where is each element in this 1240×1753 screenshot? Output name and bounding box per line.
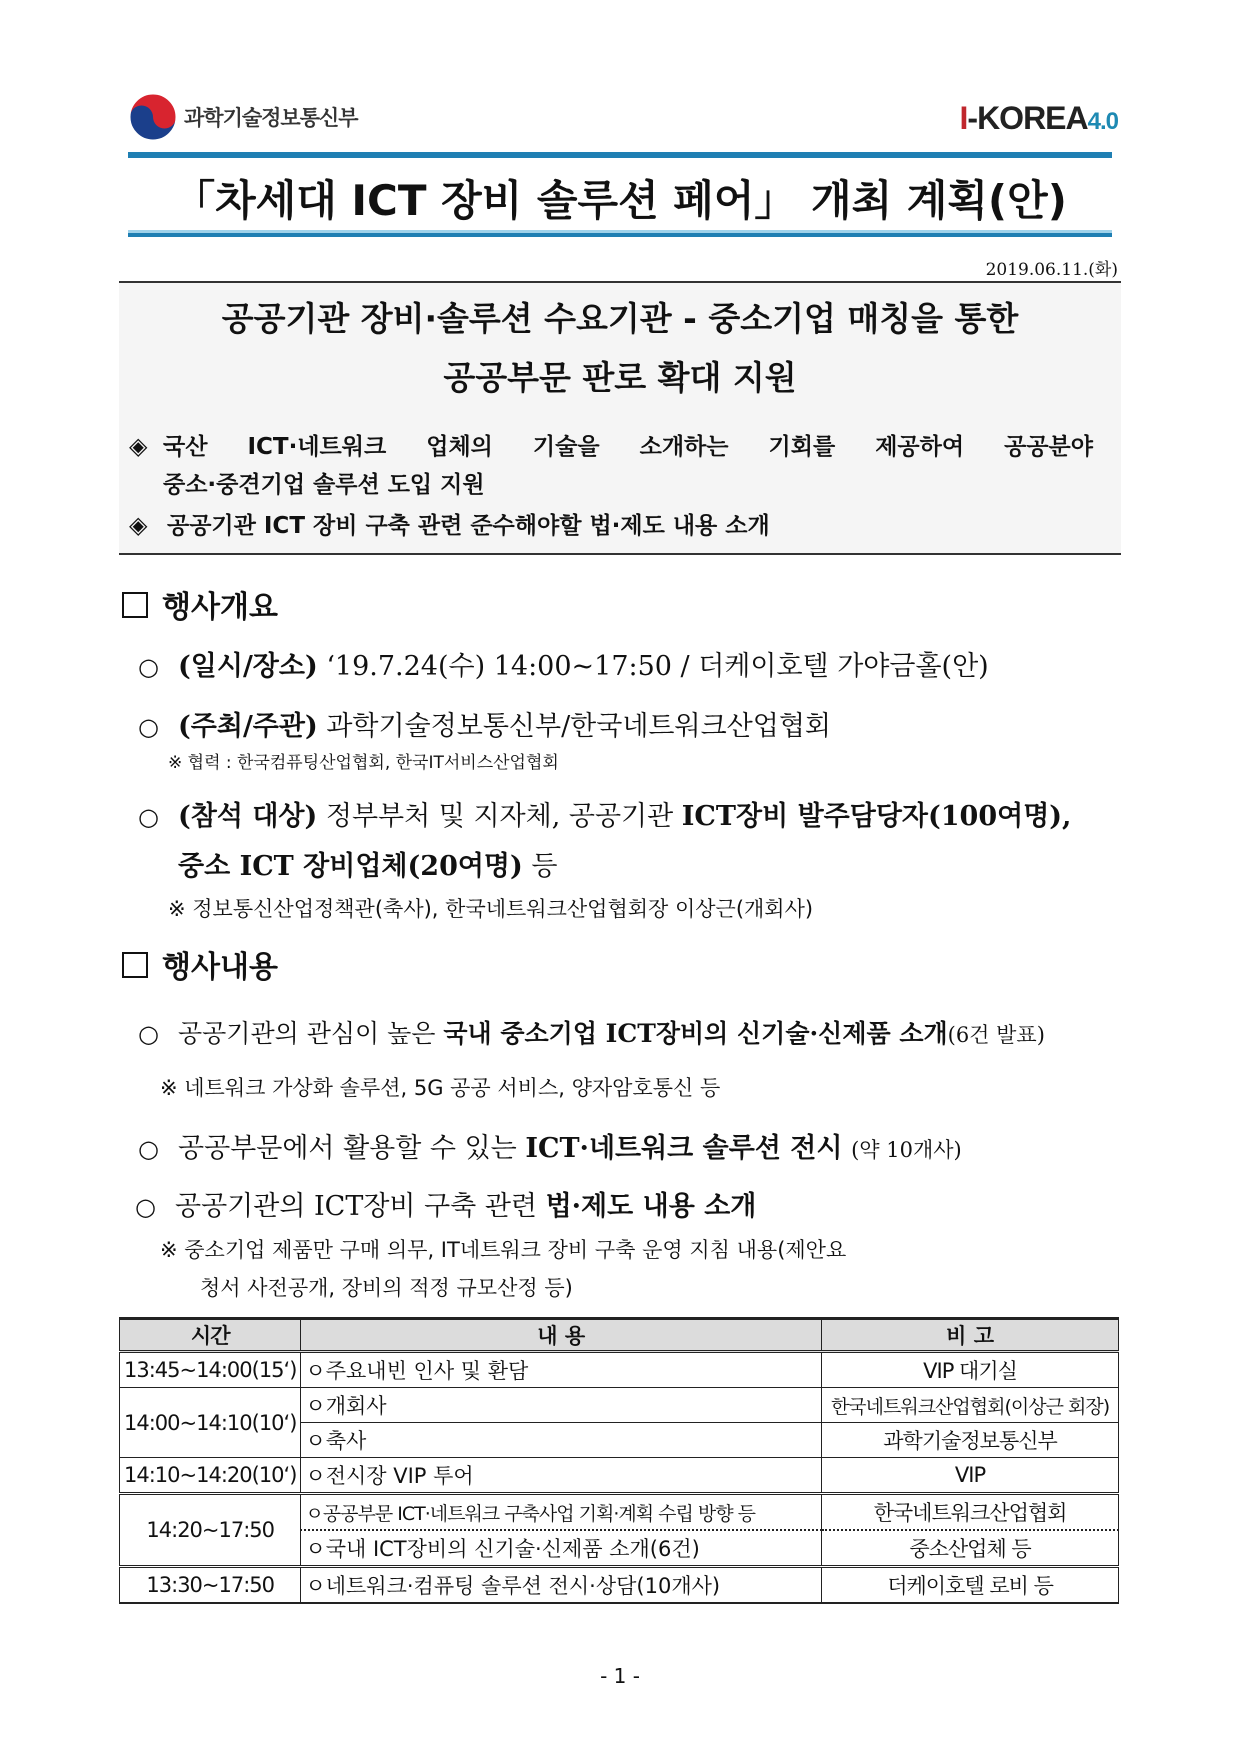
item-label: (참석 대상) — [178, 801, 318, 832]
document-title: 「차세대 ICT 장비 솔루션 페어」 개최 계획(안) — [173, 176, 1067, 225]
attendees-note: ※ 정보통신산업정책관(축사), 한국네트워크산업협회장 이상근(개회사) — [168, 897, 814, 921]
item-text-bold: 국내 중소기업 ICT장비의 신기술·신제품 소개 — [443, 1019, 948, 1048]
summary-headline-2: 공공부문 판로 확대 지원 — [443, 358, 797, 397]
section-heading-contents — [122, 942, 278, 986]
circle-bullet-icon: ○ — [135, 1193, 156, 1221]
contents-item-3-note-line-1: ※ 중소기업 제품만 구매 의무, IT네트워크 장비 구축 운영 지침 내용(제안요 — [160, 1238, 847, 1262]
document-date: 2019.06.11.(화) — [985, 260, 1118, 280]
header-content: 내 용 — [301, 1319, 822, 1352]
item-text-bold: 법·제도 내용 소개 — [545, 1191, 757, 1222]
cell-time: 13:30~17:50 — [120, 1567, 301, 1604]
cell-time: 13:45~14:00(15‘) — [120, 1352, 301, 1388]
cell-note: 한국네트워크산업협회(이상근 회장) — [822, 1388, 1119, 1423]
circle-bullet-icon: ○ — [138, 1135, 159, 1163]
cell-time: 14:00~14:10(10‘) — [120, 1388, 301, 1458]
item-value-bold: ICT장비 발주담당자(100여명), — [681, 801, 1072, 832]
contents-item-2 — [138, 1126, 962, 1165]
overview-item-attendees — [138, 794, 1071, 833]
ministry-logo — [128, 92, 358, 142]
summary-point-2 — [129, 507, 770, 540]
item-value: 등 — [531, 851, 558, 882]
item-value-bold: 중소 ICT 장비업체(20여명) — [178, 851, 523, 882]
item-text-bold: ICT·네트워크 솔루션 전시 — [525, 1133, 843, 1164]
section-heading-overview — [122, 582, 278, 626]
cell-note: 과학기술정보통신부 — [822, 1423, 1119, 1458]
header-note: 비 고 — [822, 1319, 1119, 1352]
circle-bullet-icon: ○ — [138, 1020, 159, 1048]
item-value: 정부부처 및 지자체, 공공기관 — [325, 801, 674, 832]
circle-bullet-icon: ○ — [138, 713, 159, 741]
section-title: 행사개요 — [162, 590, 278, 625]
summary-point-1-line-2: 중소·중견기업 솔루션 도입 지원 — [163, 472, 485, 498]
page-number: - 1 - — [600, 1664, 640, 1688]
summary-headline-1: 공공기관 장비·솔루션 수요기관 - 중소기업 매칭을 통한 — [221, 299, 1019, 338]
table-header-row — [120, 1319, 1119, 1352]
item-text: 공공기관의 ICT장비 구축 관련 — [175, 1191, 537, 1222]
logo-suffix: 4.0 — [1087, 108, 1118, 135]
overview-item-schedule — [138, 644, 989, 683]
logo-main: -KOREA — [967, 100, 1088, 136]
taegeuk-emblem-icon — [128, 92, 178, 142]
checkbox-square-icon — [122, 592, 148, 618]
item-label: (주최/주관) — [178, 711, 318, 742]
table-row — [120, 1352, 1119, 1388]
summary-point-1 — [129, 428, 1093, 461]
circle-bullet-icon: ○ — [138, 803, 159, 831]
item-text-small: (6건 발표) — [947, 1023, 1045, 1047]
checkbox-square-icon — [122, 952, 148, 978]
item-value: 과학기술정보통신부/한국네트워크산업협회 — [326, 711, 831, 742]
cell-time: 14:10~14:20(10‘) — [120, 1458, 301, 1494]
header-time: 시간 — [120, 1319, 301, 1352]
cell-content: ㅇ국내 ICT장비의 신기술·신제품 소개(6건) — [301, 1530, 822, 1567]
summary-box — [119, 281, 1121, 555]
cell-content: ㅇ개회사 — [301, 1388, 822, 1423]
cell-content: ㅇ전시장 VIP 투어 — [301, 1458, 822, 1494]
overview-item-attendees-line-2 — [178, 844, 557, 883]
schedule-table — [119, 1317, 1119, 1604]
summary-point-1-line-1: 국산 ICT·네트워크 업체의 기술을 소개하는 기회를 제공하여 공공분야 — [163, 434, 1093, 460]
cell-note: VIP 대기실 — [822, 1352, 1119, 1388]
diamond-bullet-icon: ◈ — [129, 511, 148, 539]
item-text: 공공기관의 관심이 높은 — [178, 1019, 436, 1048]
item-text: 공공부문에서 활용할 수 있는 — [178, 1133, 517, 1164]
cell-note: 중소산업체 등 — [822, 1530, 1119, 1567]
contents-item-1-note: ※ 네트워크 가상화 솔루션, 5G 공공 서비스, 양자암호통신 등 — [160, 1076, 721, 1100]
contents-item-3 — [135, 1184, 756, 1223]
cell-note: VIP — [822, 1458, 1119, 1494]
diamond-bullet-icon: ◈ — [129, 432, 148, 460]
cell-content: ㅇ공공부문 ICT·네트워크 구축사업 기획·계획 수립 방향 등 — [301, 1494, 822, 1531]
table-row — [120, 1458, 1119, 1494]
cell-content: ㅇ주요내빈 인사 및 환담 — [301, 1352, 822, 1388]
title-bottom-bar — [128, 233, 1112, 237]
cell-content: ㅇ네트워크·컴퓨팅 솔루션 전시·상담(10개사) — [301, 1567, 822, 1604]
host-note: ※ 협력 : 한국컴퓨팅산업협회, 한국IT서비스산업협회 — [168, 753, 559, 773]
circle-bullet-icon: ○ — [138, 653, 159, 681]
overview-item-host — [138, 704, 831, 743]
table-row — [120, 1388, 1119, 1423]
item-label: (일시/장소) — [178, 651, 318, 682]
title-top-bar — [128, 152, 1112, 158]
cell-note: 더케이호텔 로비 등 — [822, 1567, 1119, 1604]
cell-note: 한국네트워크산업협회 — [822, 1494, 1119, 1531]
logo-prefix: I — [959, 100, 968, 136]
item-value: ‘19.7.24(수) 14:00~17:50 / 더케이호텔 가야금홀(안) — [326, 651, 989, 682]
summary-point-2-text: 공공기관 ICT 장비 구축 관련 준수해야할 법·제도 내용 소개 — [167, 513, 770, 539]
contents-item-3-note-line-2: 청서 사전공개, 장비의 적정 규모산정 등) — [200, 1276, 573, 1300]
table-row — [120, 1494, 1119, 1531]
item-text-small: (약 10개사) — [851, 1138, 962, 1162]
contents-item-1 — [138, 1014, 1045, 1050]
i-korea-logo — [960, 100, 1118, 137]
section-title: 행사내용 — [162, 950, 278, 985]
table-row — [120, 1567, 1119, 1604]
cell-time: 14:20~17:50 — [120, 1494, 301, 1567]
cell-content: ㅇ축사 — [301, 1423, 822, 1458]
ministry-name: 과학기술정보통신부 — [184, 106, 358, 130]
